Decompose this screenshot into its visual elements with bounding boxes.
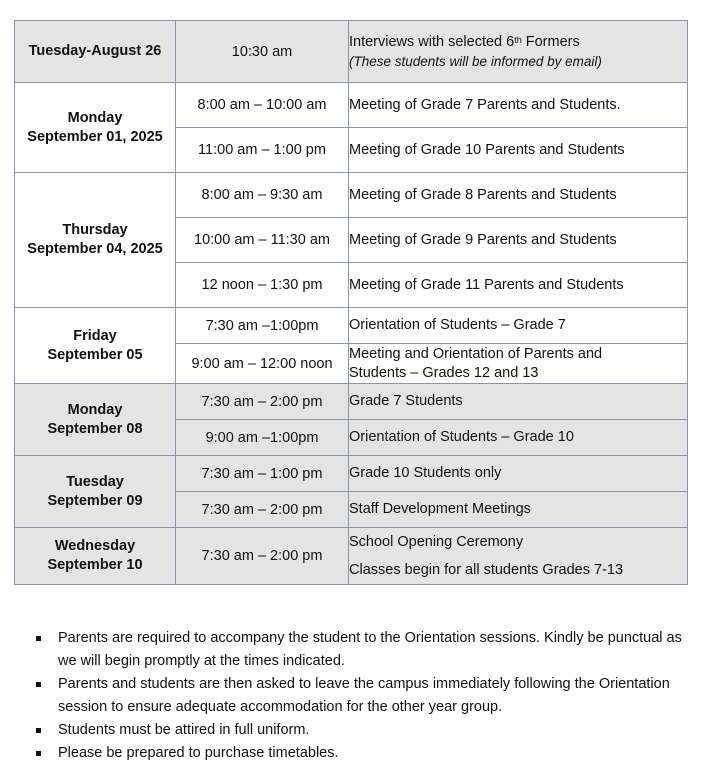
schedule-row — [15, 83, 688, 128]
description-cell: Meeting of Grade 9 Parents and Students — [349, 218, 688, 263]
bullet-icon — [36, 682, 41, 687]
description-cell: Staff Development Meetings — [349, 492, 688, 528]
time-cell: 8:00 am – 10:00 am — [176, 83, 349, 128]
bullet-icon — [36, 636, 41, 641]
note-item: Please be prepared to purchase timetables. — [36, 742, 686, 765]
description-cell: Meeting of Grade 8 Parents and Students — [349, 173, 688, 218]
time-cell: 10:30 am — [176, 21, 349, 83]
schedule-row — [15, 21, 688, 83]
day-cell: Monday September 01, 2025 — [15, 83, 176, 173]
time-cell: 9:00 am – 12:00 noon — [176, 344, 349, 384]
schedule-row — [15, 384, 688, 420]
day-cell: Thursday September 04, 2025 — [15, 173, 176, 308]
description-cell: Grade 10 Students only — [349, 456, 688, 492]
description-cell: Orientation of Students – Grade 7 — [349, 308, 688, 344]
time-cell: 7:30 am –1:00pm — [176, 308, 349, 344]
description-cell: Meeting and Orientation of Parents and Students – Grades 12 and 13 — [349, 344, 688, 384]
description-cell — [349, 21, 688, 83]
description-cell: School Opening Ceremony Classes begin for all students Grades 7-13 — [349, 528, 688, 585]
description-cell: Orientation of Students – Grade 10 — [349, 420, 688, 456]
schedule-table — [14, 20, 688, 585]
day-cell: Tuesday-August 26 — [15, 21, 176, 83]
day-cell: Monday September 08 — [15, 384, 176, 456]
time-cell: 7:30 am – 2:00 pm — [176, 384, 349, 420]
schedule-row — [15, 456, 688, 492]
time-cell: 10:00 am – 11:30 am — [176, 218, 349, 263]
time-cell: 7:30 am – 2:00 pm — [176, 528, 349, 585]
description-cell: Meeting of Grade 7 Parents and Students. — [349, 83, 688, 128]
note-item: Students must be attired in full uniform. — [36, 719, 686, 742]
time-cell: 12 noon – 1:30 pm — [176, 263, 349, 308]
day-cell: Tuesday September 09 — [15, 456, 176, 528]
schedule-row — [15, 528, 688, 585]
time-cell: 8:00 am – 9:30 am — [176, 173, 349, 218]
schedule-row — [15, 173, 688, 218]
day-cell: Wednesday September 10 — [15, 528, 176, 585]
note-item: Parents are required to accompany the student to the Orientation sessions. Kindly be punctual as we will begin promptly at the times indicated. — [36, 627, 686, 673]
day-cell: Friday September 05 — [15, 308, 176, 384]
time-cell: 7:30 am – 1:00 pm — [176, 456, 349, 492]
note-item: Parents and students are then asked to leave the campus immediately following the Orientation session to ensure adequate accommodation for the other year group. — [36, 673, 686, 719]
notes-list — [36, 627, 686, 765]
description-cell: Meeting of Grade 10 Parents and Students — [349, 128, 688, 173]
description-cell: Grade 7 Students — [349, 384, 688, 420]
description-text: Interviews with selected 6th Formers — [349, 33, 580, 50]
time-cell: 7:30 am – 2:00 pm — [176, 492, 349, 528]
bullet-icon — [36, 751, 41, 756]
bullet-icon — [36, 728, 41, 733]
time-cell: 11:00 am – 1:00 pm — [176, 128, 349, 173]
schedule-row — [15, 308, 688, 344]
description-note: (These students will be informed by email) — [349, 53, 602, 69]
description-cell: Meeting of Grade 11 Parents and Students — [349, 263, 688, 308]
time-cell: 9:00 am –1:00pm — [176, 420, 349, 456]
